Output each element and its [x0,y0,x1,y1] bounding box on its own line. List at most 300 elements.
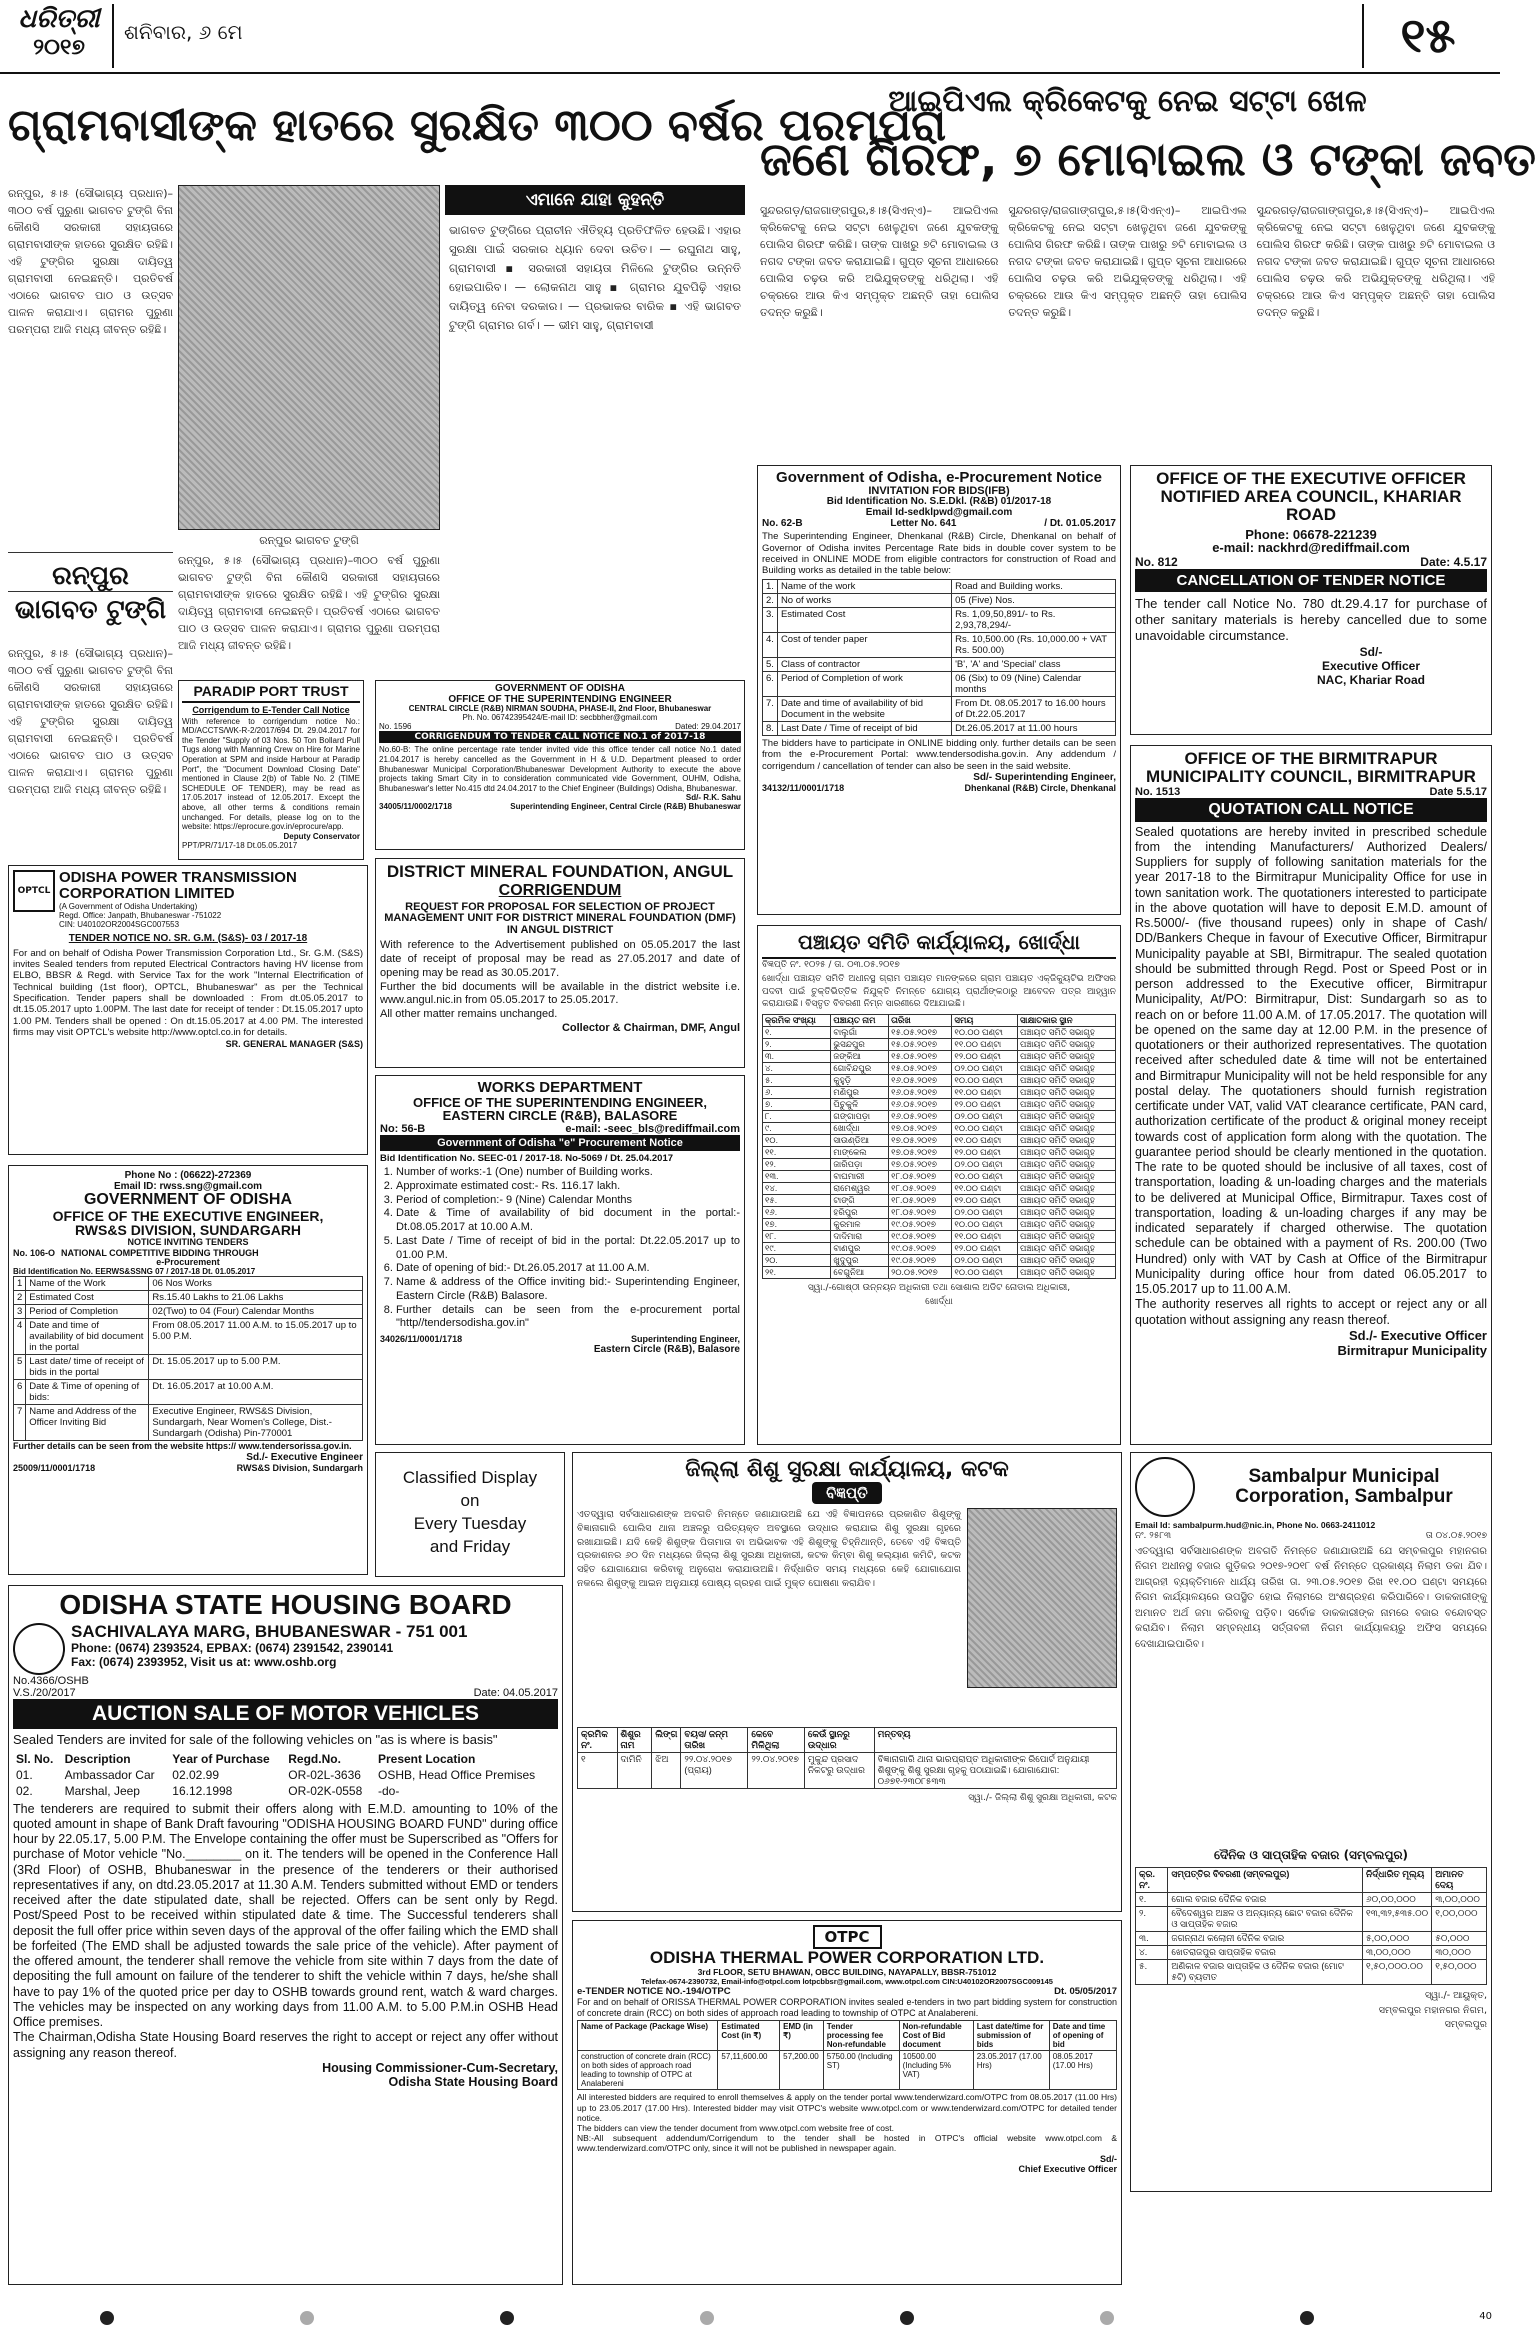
table-cell: ୧୫.୦୫.୨୦୧୭ [889,1062,952,1074]
table-cell: ବୈଦେଶ୍ୱର ଅଞ୍ଚଳ ଓ ଅନ୍ୟାନ୍ୟ ଛୋଟ ବଜାର ଦୈନିକ ଓ ସାପ୍ତାହିକ ବଜାର [1168,1906,1363,1931]
table-cell: ୯. [763,1122,831,1134]
kh-title2: NOTIFIED AREA COUNCIL, KHARIAR ROAD [1160,486,1462,524]
table-cell: 3. [763,607,778,632]
table-cell: ଝିଅ [652,1753,681,1789]
table-cell: Marshal, Jeep [64,1783,140,1798]
table-cell: Name of the Work [26,1277,149,1291]
table-row [763,1266,1116,1278]
table-cell: Class of contractor [777,657,951,671]
table-cell: Period of Completion of work [777,671,951,696]
list-item: 6. Date of opening of bid:- Dt.26.05.2017 at 11.00 A.M. [396,1262,740,1276]
table-cell: ପଞ୍ଚାୟତ ନାମ [831,1014,889,1026]
bl-title3: EASTERN CIRCLE (R&B), BALASORE [442,1108,678,1124]
table-cell: ୧୮.୦୫.୨୦୧୭ [889,1182,952,1194]
dk-sig: Sd/- Superintending Engineer, [973,772,1116,784]
table-cell: 1. [763,579,778,593]
table-cell: Present Location [377,1751,476,1766]
table-cell: ୨୧. [763,1266,831,1278]
table-cell: No of works [777,593,951,607]
table-cell: ବାଲୁଗାଁ [831,1026,889,1038]
table-cell: ଦାମିନି [617,1753,652,1789]
otpc-title: ODISHA THERMAL POWER CORPORATION LTD. [649,1948,1045,1967]
table-cell: ପଞ୍ଚାୟତ ସମିତି ସଭାଗୃହ [1018,1242,1116,1254]
table-cell: ବୟସ/ ଜନ୍ମ ତାରିଖ [681,1728,748,1753]
table-row [763,1110,1116,1122]
oshb-no: No.4366/OSHB [13,1675,89,1688]
rw-phone: Phone No : (06622)-272369 [124,1170,252,1181]
optcl-sub1: (A Government of Odisha Undertaking) [59,901,198,911]
rw-title3: RWS&S DIVISION, SUNDARGARH [74,1222,302,1239]
table-cell: ଟାଙ୍ଗି [831,1194,889,1206]
table-row [763,671,1116,696]
table-cell: ମୁକୁନ୍ଦ ପ୍ରସାଦ ନିକଟରୁ ଉଦ୍ଧାର [804,1753,874,1789]
table-cell: ୧ [578,1753,618,1789]
lead-body-3: ରନ୍‌ପୁର, ୫।୫ (ସୌଭାଗ୍ୟ ପ୍ରଧାନ)–୩୦୦ ବର୍ଷ ପୁରୁଣା ଭାଗବତ ଟୁଙ୍ଗି ବିନା କୌଣସି ସରକାରୀ ସହାୟତାରେ ଗ୍ରାମବାସୀଙ୍କ ହାତରେ ସୁରକ୍ଷିତ ରହିଛି। ଏହି ଟୁଙ୍ଗିର ସୁରକ୍ଷା ଦାୟିତ୍ୱ ଗ୍ରାମବାସୀ ନେଇଛନ୍ତି। ପ୍ରତିବର୍ଷ ଏଠାରେ ଭାଗବତ ପାଠ ଓ ଉତ୍ସବ ପାଳନ କରାଯାଏ। ଗ୍ରାମର ପୁରୁଣା ପରମ୍ପରା ଆଜି ମଧ୍ୟ ଜୀବନ୍ତ ରହିଛି। [8,647,173,797]
list-item: 5. Last Date / Time of receipt of bid in the portal: Dt.22.05.2017 up to 01.00 P.M. [396,1235,740,1263]
rw-sig2: RWS&S Division, Sundargarh [236,1463,363,1474]
table-cell: ୧୯.୦୫.୨୦୧୭ [889,1242,952,1254]
table-row [578,1753,1117,1789]
bm-sig2: Birmitrapur Municipality [1337,1342,1487,1358]
table-cell: ୧୬.୦୫.୨୦୧୭ [889,1074,952,1086]
rw-title2: OFFICE OF THE EXECUTIVE ENGINEER, [52,1207,324,1224]
quotes-title: ଏମାନେ ଯାହା କୁହନ୍ତି [445,185,745,215]
masthead [6,4,114,68]
paradip-sub: Corrigendum to E-Tender Call Notice [192,704,350,715]
table-cell: ପଞ୍ଚାୟତ ସମିତି ସଭାଗୃହ [1018,1182,1116,1194]
dk-dt: / Dt. 01.05.2017 [1044,518,1116,530]
table-cell: ୧୭.୦୫.୨୦୧୭ [889,1158,952,1170]
table-cell: ୨୦. [763,1254,831,1266]
dmf-body2: Further the bid documents will be available in the district website i.e. www.angul.nic.in from 05.05.2017 to 25.05.2017. [380,980,740,1007]
khariar-ad [1130,465,1492,735]
table-cell: From Dt. 08.05.2017 to 16.00 hours of Dt.22.05.2017 [952,696,1116,721]
oshb-title: ODISHA STATE HOUSING BOARD [59,1589,512,1620]
ipl-headline: ଜଣେ ଗିରଫ, ୭ ମୋବାଇଲ ଓ ଟଙ୍କା ଜବତ [760,132,1536,186]
table-row [1136,1892,1487,1906]
table-cell: Rs. 1,09,50,891/- to Rs. 2,93,78,294/- [952,607,1116,632]
table-cell: ୭. [763,1098,831,1110]
dk-ref: 34132/11/0001/1718 [762,783,845,794]
table-cell: OR-02K-0558 [288,1783,363,1798]
table-cell: ୧୧.୦୦ ଘଣ୍ଟା [952,1134,1018,1146]
optcl-sub2: Regd. Office: Janpath, Bhubaneswar -751022 [59,910,222,920]
table-cell: ୨. [763,1038,831,1050]
table-cell: ୫. [1136,1959,1168,1984]
table-cell: ୧୭.୦୫.୨୦୧୭ [889,1122,952,1134]
table-cell: 5 [14,1355,26,1380]
dmf-title: DISTRICT MINERAL FOUNDATION, ANGUL [386,862,734,881]
bm-dt: Date 5.5.17 [1429,785,1487,798]
table-row [14,1277,363,1291]
table-cell: ୧୨.୦୦ ଘଣ୍ଟା [952,1050,1018,1062]
table-row [13,1767,558,1783]
table-cell: ପଞ୍ଚାୟତ ସମିତି ସଭାଗୃହ [1018,1230,1116,1242]
table-cell: ପଞ୍ଚାୟତ ସମିତି ସଭାଗୃହ [1018,1170,1116,1182]
sambalpur-ad [1130,1452,1492,2192]
table-row [1136,1867,1487,1892]
table-row [14,1305,363,1319]
table-cell: ୧୧.୦୦ ଘଣ୍ଟା [952,1086,1018,1098]
table-cell: ୧. [1136,1892,1168,1906]
table-cell: ପଞ୍ଚାୟତ ସମିତି ସଭାଗୃହ [1018,1038,1116,1050]
table-cell: ଖୁଦୁପୁର [831,1254,889,1266]
table-cell: ପଞ୍ଚାୟତ ସମିତି ସଭାଗୃହ [1018,1206,1116,1218]
table-cell: ୩. [763,1050,831,1062]
oshb-body2: The Chairman,Odisha State Housing Board reserves the right to accept or reject any offer without assigning any reason thereof. [13,2030,558,2060]
list-item: 3. Period of completion:- 9 (Nine) Calendar Months [396,1194,740,1208]
optcl-body: For and on behalf of Odisha Power Transmission Corporation Ltd., Sr. G.M. (S&S) invites Sealed tenders from reputed Electrical Contractors having HV license from ELBO, BBSR & Regd. with Service Tax for the work "Internal Electrification of Technical building (1st floor), OPTCL, Bhubaneswar" as per the Technical Specification. Tender papers shall be downloaded : From dt.05.05.2017 to dt.15.05.2017 upto 1.00PM. The last date for receipt of tender : Dt.15.05.2017 upto 1.00 PM. Tenders shall be opened : On dt.15.05.2017 at 4.00 PM. The interested firms may visit OPTCL's website http://www.optcl.co.in for details. [13,947,363,1039]
dmf-body1: With reference to the Advertisement published on 05.05.2017 the last date of receipt of proposal may be read as 27.05.2017 and date of opening may be read as 30.05.2017. [380,939,740,979]
table-cell: ପଞ୍ଚାୟତ ସମିତି ସଭାଗୃହ [1018,1122,1116,1134]
table-cell: ଅମାନତ ଦେୟ [1432,1867,1487,1892]
table-cell: ୧୦.୦୦ ଘଣ୍ଟା [952,1074,1018,1086]
table-cell: ୧୯.୦୫.୨୦୧୭ [889,1254,952,1266]
table-cell: Estimated Cost [777,607,951,632]
table-cell: ୧୬.୦୫.୨୦୧୭ [889,1110,952,1122]
table-cell: ଭୁସନ୍ଦପୁର [831,1038,889,1050]
rw-foot: Further details can be seen from the website https:// www.tendersorissa.gov.in. [13,1441,352,1452]
lead-body-2: ରନ୍‌ପୁର, ୫।୫ (ସୌଭାଗ୍ୟ ପ୍ରଧାନ)–୩୦୦ ବର୍ଷ ପୁରୁଣା ଭାଗବତ ଟୁଙ୍ଗି ବିନା କୌଣସି ସରକାରୀ ସହାୟତାରେ ଗ୍ରାମବାସୀଙ୍କ ହାତରେ ସୁରକ୍ଷିତ ରହିଛି। ଏହି ଟୁଙ୍ଗିର ସୁରକ୍ଷା ଦାୟିତ୍ୱ ଗ୍ରାମବାସୀ ନେଇଛନ୍ତି। ପ୍ରତିବର୍ଷ ଏଠାରେ ଭାଗବତ ପାଠ ଓ ଉତ୍ସବ ପାଳନ କରାଯାଏ। ଗ୍ରାମର ପୁରୁଣା ପରମ୍ପରା ଆଜି ମଧ୍ୟ ଜୀବନ୍ତ ରହିଛି। [178,554,440,653]
ipl-kicker: ଆଇପିଏଲ କ୍ରିକେଟକୁ ନେଇ ସଟ୍ଟା ଖେଳ [888,84,1367,119]
table-cell: ୪. [1136,1945,1168,1959]
quotes-text: ଭାଗବତ ଟୁଙ୍ଗିରେ ପ୍ରାଚୀନ ଐତିହ୍ୟ ପ୍ରତିଫଳିତ ହେଉଛି। ଏହାର ସୁରକ୍ଷା ପାଇଁ ସରକାର ଧ୍ୟାନ ଦେବା ଉଚିତ। — ରଘୁନାଥ ସାହୁ, ଗ୍ରାମବାସୀ ▪ ସରକାରୀ ସହାୟତା ମିଳିଲେ ଟୁଙ୍ଗିର ଉନ୍ନତି ହୋଇପାରିବ। — ଲୋକନାଥ ସାହୁ ▪ ଗ୍ରାମର ଯୁବପିଢ଼ି ଏହାର ଦାୟିତ୍ୱ ନେବା ଦରକାର। — ପ୍ରଭାକର ବାରିକ ▪ ଏହି ଭାଗବତ ଟୁଙ୍ଗି ଗ୍ରାମର ଗର୍ବ। — ଭୀମ ସାହୁ, ଗ୍ରାମବାସୀ [449,223,741,332]
oshb-ad [8,1585,563,2285]
table-cell: ନିର୍ଦ୍ଧାରିତ ମୂଲ୍ୟ [1363,1867,1432,1892]
table-row [763,1074,1116,1086]
table-cell: Rs.15.40 Lakhs to 21.06 Lakhs [149,1291,363,1305]
table-cell: ୧୨.୦୦ ଘଣ୍ଟା [952,1098,1018,1110]
table-cell: Cost of tender paper [777,632,951,657]
table-row [1136,1931,1487,1945]
table-cell: Rs. 10,500.00 (Rs. 10,000.00 + VAT Rs. 500.00) [952,632,1116,657]
oshb-table [13,1751,558,1799]
table-cell: From 08.05.2017 11.00 A.M. to 15.05.2017 up to 5.00 P.M. [149,1319,363,1355]
ct-sig: ସ୍ୱା./- ଜିଲ୍ଲା ଶିଶୁ ସୁରକ୍ଷା ଅଧିକାରୀ, କଟକ [968,1793,1117,1803]
dk-sub: INVITATION FOR BIDS(IFB) [868,484,1010,497]
table-cell: ଜଙ୍କିଆ [831,1050,889,1062]
table-cell: Non-refundable Cost of Bid document [899,2021,973,2051]
temple-photo [178,185,440,530]
reg-dot [1100,2311,1114,2325]
ipl-body-col1: ସୁନ୍ଦରଗଡ଼/ରାଜଗାଙ୍ଗପୁର,୫।୫(ସିଏନ୍‌ଏ)– ଆଇପିଏଲ କ୍ରିକେଟକୁ ନେଇ ସଟ୍ଟା ଖେଳୁଥିବା ଜଣେ ଯୁବକଙ୍କୁ ପୋଲିସ ଗିରଫ କରିଛି। ତାଙ୍କ ପାଖରୁ ୭ଟି ମୋବାଇଲ ଓ ନଗଦ ଟଙ୍କା ଜବତ କରାଯାଇଛି। ଗୁପ୍ତ ସୂଚନା ଆଧାରରେ ପୋଲିସ ଚଢ଼ଉ କରି ଅଭିଯୁକ୍ତଙ୍କୁ ଧରିଥିଲା। ଏହି ଚକ୍ରରେ ଆଉ କିଏ ସମ୍ପୃକ୍ତ ଅଛନ୍ତି ତାହା ପୋଲିସ ତଦନ୍ତ କରୁଛି। [760,204,999,320]
table-row [763,1206,1116,1218]
table-cell: ୩,୦୦,୦୦୦ [1363,1945,1432,1959]
cc-sig2: Superintending Engineer, Central Circle (R&B) Bhubaneswar [510,802,741,812]
central-circle-ad [375,680,745,850]
page-header [0,0,1500,74]
table-cell: ଖୋର୍ଦ୍ଧା [831,1122,889,1134]
oshb-fax: Fax: (0674) 2393952, Visit us at: www.oshb.org [71,1655,337,1670]
table-cell: ୧୯.୦୫.୨୦୧୭ [889,1218,952,1230]
lead-subhead: ରନ୍‌ପୁର ଭାଗବତ ଟୁଙ୍ଗି [14,561,167,625]
ipl-body-col2: ସୁନ୍ଦରଗଡ଼/ରାଜଗାଙ୍ଗପୁର,୫।୫(ସିଏନ୍‌ଏ)– ଆଇପିଏଲ କ୍ରିକେଟକୁ ନେଇ ସଟ୍ଟା ଖେଳୁଥିବା ଜଣେ ଯୁବକଙ୍କୁ ପୋଲିସ ଗିରଫ କରିଛି। ତାଙ୍କ ପାଖରୁ ୭ଟି ମୋବାଇଲ ଓ ନଗଦ ଟଙ୍କା ଜବତ କରାଯାଇଛି। ଗୁପ୍ତ ସୂଚନା ଆଧାରରେ ପୋଲିସ ଚଢ଼ଉ କରି ଅଭିଯୁକ୍ତଙ୍କୁ ଧରିଥିଲା। ଏହି ଚକ୍ରରେ ଆଉ କିଏ ସମ୍ପୃକ୍ତ ଅଛନ୍ତି ତାହା ପୋଲିସ ତଦନ୍ତ କରୁଛି। [1008,204,1247,320]
table-cell: Tender processing fee Non-refundable [823,2021,899,2051]
dk-no: No. 62-B [762,518,803,530]
optcl-title2: CORPORATION LIMITED [59,884,235,902]
oshb-sig1: Housing Commissioner-Cum-Secretary, [322,2060,558,2075]
reg-dot [1300,2311,1314,2325]
list-item: 1. Number of works:-1 (One) number of Building works. [396,1166,740,1180]
ct-title: ଜିଲ୍ଲା ଶିଶୁ ସୁରକ୍ଷା କାର୍ଯ୍ୟାଳୟ, କଟକ [685,1457,1009,1482]
masthead-name: ଧରିତ୍ରୀ [18,4,100,34]
table-cell: 6. [763,671,778,696]
smc-body: ଏତଦ୍ୱାରା ସର୍ବସାଧାରଣଙ୍କ ଅବଗତି ନିମନ୍ତେ ଜଣାଯାଉଅଛି ଯେ ସମ୍ବଲପୁର ମହାନଗର ନିଗମ ଅଧୀନସ୍ଥ ବଜାର ଗୁଡ଼ିକର ୨୦୧୭-୨୦୧୮ ବର୍ଷ ନିମନ୍ତେ ପ୍ରକାଶ୍ୟ ନିଲାମ ଡକା ଯିବ। ଆଗ୍ରହୀ ବ୍ୟକ୍ତିମାନେ ଧାର୍ଯ୍ୟ ତାରିଖ ତା. ୨୩.୦୫.୨୦୧୭ ରିଖ ୧୧.୦୦ ଘଣ୍ଟା ସମୟରେ ନିଗମ କାର୍ଯ୍ୟାଳୟରେ ଉପସ୍ଥିତ ହୋଇ ନିଲାମରେ ଅଂଶଗ୍ରହଣ କରିପାରିବେ। ଡାକକାରୀଙ୍କୁ ଅମାନତ ଅର୍ଥ ଜମା କରିବାକୁ ପଡ଼ିବ। ସର୍ବୋଚ୍ଚ ଡାକକାରୀଙ୍କ ନାମରେ ବଜାର ବନ୍ଦୋବସ୍ତ କରାଯିବ। ନିଲାମ ସମ୍ବନ୍ଧୀୟ ସର୍ତ୍ତାବଳୀ ନିଗମ କାର୍ଯ୍ୟାଳୟରୁ ଅଫିସ ସମୟରେ ଦେଖାଯାଇପାରିବ। [1135,1545,1487,1650]
table-row [763,1014,1116,1026]
ct-sub: ବିଜ୍ଞପ୍ତି [812,1482,882,1504]
rwss-ad [8,1165,368,1575]
smc-bar: ଦୈନିକ ଓ ସାପ୍ତାହିକ ବଜାର (ସମ୍ବଲପୁର) [1213,1847,1409,1862]
table-cell: ୦୨.୦୦ ଘଣ୍ଟା [952,1158,1018,1170]
kh-sig3: NAC, Khariar Road [1316,672,1426,687]
table-cell: ୧. [763,1026,831,1038]
table-row [763,1050,1116,1062]
table-cell: ୧,୫୦,୦୦୦ [1432,1959,1487,1984]
table-cell: ମଣିପୁର [831,1086,889,1098]
table-cell: 57,11,600.00 [718,2051,780,2090]
table-cell: 02(Two) to 04 (Four) Calendar Months [149,1305,363,1319]
table-row [763,1086,1116,1098]
table-cell: Dt. 15.05.2017 up to 5.00 P.M. [149,1355,363,1380]
table-cell: Road and Building works. [952,579,1116,593]
bl-bar: Government of Odisha "e" Procurement Notice [380,1135,740,1151]
kd-table [762,1014,1116,1279]
reg-dot [700,2311,714,2325]
table-cell: Date and time of availability of bid Document in the website [777,696,951,721]
smc-sig1: ସ୍ୱା./- ଆୟୁକ୍ତ, [1424,1989,1487,2001]
bm-no: No. 1513 [1135,785,1181,798]
oshb-bar: AUCTION SALE OF MOTOR VEHICLES [13,1699,558,1729]
table-row [763,1254,1116,1266]
otpc-foot2: The bidders can view the tender document from www.otpcl.com website free of cost. [577,2123,895,2133]
table-cell: ପଞ୍ଚାୟତ ସମିତି ସଭାଗୃହ [1018,1146,1116,1158]
table-cell: ୧୮.୦୫.୨୦୧୭ [889,1206,952,1218]
table-cell: ୧୫. [763,1194,831,1206]
bm-sig1: Sd./- Executive Officer [1349,1327,1487,1343]
optcl-title1: ODISHA POWER TRANSMISSION [59,869,297,886]
dk-foot: The bidders have to participate in ONLINE bidding only. further details can be seen from the e-Procurement Portal: www.tendersodisha.gov.in. Any addendum / corrigendum / cancellation of tender can also be seen in the said website. [762,737,1116,772]
kh-sig1: Sd/- [1359,644,1383,659]
kh-bar: CANCELLATION OF TENDER NOTICE [1135,569,1487,592]
dk-title: Government of Odisha, e-Procurement Notice [776,469,1102,486]
table-cell: ୧୪. [763,1182,831,1194]
dk-sig2: Dhenkanal (R&B) Circle, Dhenkanal [964,783,1116,794]
table-cell: ୧୧.୦୦ ଘଣ୍ଟା [952,1038,1018,1050]
table-cell: Date and time of opening of bid [1049,2021,1116,2051]
table-row [14,1405,363,1441]
otpc-no: e-TENDER NOTICE NO.-194/OTPC [577,1985,731,1997]
oshb-phone: Phone: (0674) 2393524, EPBAX: (0674) 2391542, 2390141 [71,1641,394,1656]
table-cell: ୨୦.୦୫.୨୦୧୭ [889,1266,952,1278]
rw-bid: Bid Identification No. EERWS&SSNG 07 / 2017-18 Dt. 01.05.2017 [13,1267,256,1277]
table-cell: Period of Completion [26,1305,149,1319]
dk-intro: The Superintending Engineer, Dhenkanal (R&B) Circle, Dhenkanal on behalf of Governor of Odisha invites Percentage Rate bids in double cover system to be received in ONLINE MODE from eligible contractors for construction of Road and Building works as detailed in the table below: [762,531,1116,577]
cc-title2: OFFICE OF THE SUPERINTENDING ENGINEER [448,693,672,705]
table-cell: କେଉଁ ସ୍ଥାନରୁ ଉଦ୍ଧାର [804,1728,874,1753]
table-cell: -do- [377,1783,400,1798]
registration-marks [0,2309,1500,2329]
table-cell: ତାରିଖ [889,1014,952,1026]
table-cell: ୧୨.୦୦ ଘଣ୍ଟା [952,1146,1018,1158]
table-cell: 5. [763,657,778,671]
table-cell: ଜାରିପଡ଼ା [831,1158,889,1170]
bm-body: Sealed quotations are hereby invited in prescribed schedule from the intending Manufacturers/ Authorized Dealers/ Suppliers for supply of following sanitation materials for the year 2017-18 to the Birmitrapur Municipality Office for use in town sanitation work. The quotationers interested to participate in the above quotation will have to deposit E.M.D. amount of Rs.5000/- (five thousand rupees) only in shape of Cash/ DD/Bankers Cheque in favour of Executive Officer, Birmitrapur Municipality payable at SBI, Birmitrapur. The sealed quotation should be submitted through Regd. Post or Speed Post or in person addressed to the Executive officer, Birmitrapur Municipality, At/PO: Birmitrapur, Dist: Sundargarh so as to reach on or before 11.00 A.M. of 17.05.2017. The quotation will be opened on the same day at 12.00 P.M. in the presence of quotationers or their authorized representatives. The quotation received after scheduled date & time will not be entertained and Birmitrapur Municipality will not be held responsible for any postal delay. The quotationers should furnish registration certificate under VAT, valid VAT clearance certificate, PAN card, authorization certificate of the product & original money receipt towards cost of application form along with the quotation. The guarantee period should be clearly mentioned in the quotation. The rate to be quoted should be inclusive of all taxes, cost of transportation, loading & un-loading charges and the materials to be delivered at Municipal Office, Birmitrapur. Taxes cost of transportation, loading & un-loading charges if any may be indicated separately if charged otherwise. The quotation schedule can be obtained with a payment of Rs. 200.00 (Two Hundred) only with VAT by Cash at Office of the Birmitrapur Municipality during office hour from dated 06.05.2017 to 15.05.2017 up to 11.00 A.M. [1135,824,1487,1297]
dmf-sig: Collector & Chairman, DMF, Angul [561,1021,740,1034]
oshb-addr: SACHIVALAYA MARG, BHUBANESWAR - 751 001 [71,1622,468,1642]
kh-no: No. 812 [1135,554,1178,569]
cc-body: No.60-B: The online percentage rate tender invited vide this office tender call notice No.1 dated 21.04.2017 is hereby cancelled as the Government in H & U.D. Department pleased to order Bhubaneswar Municipal Corporation/Bhubaneswar Development Authority to execute the above projects taking Smart City in to consideration communicated vide Government, OUHM, Odisha, Bhubaneswar's letter No.415 dtd 24.04.2017 to the Chief Engineer (Buildings) Odisha, Bhubaneswar. [379,745,741,793]
kd-body: ଖୋର୍ଦ୍ଧା ପଞ୍ଚାୟତ ସମିତି ଅଧୀନସ୍ଥ ଗ୍ରାମ ପଞ୍ଚାୟତ ମାନଙ୍କରେ ଗ୍ରାମ ପଞ୍ଚାୟତ ଏକ୍‌ଜିକ୍ୟୁଟିଭ ଅଫିସର ପଦବୀ ପାଇଁ ଚୁକ୍ତିଭିତ୍ତିକ ନିଯୁକ୍ତି ନିମନ୍ତେ ଯୋଗ୍ୟ ପ୍ରାର୍ଥୀଙ୍କଠାରୁ ଆବେଦନ ପତ୍ର ଆହ୍ୱାନ କରାଯାଉଛି। ବିସ୍ତୃତ ବିବରଣୀ ନିମ୍ନ ସାରଣୀରେ ଦିଆଯାଇଛି। [762,973,1116,1010]
cl-line3: Every Tuesday [413,1513,527,1533]
table-cell: 08.05.2017 (17.00 Hrs) [1049,2051,1116,2090]
table-row [1136,1906,1487,1931]
table-row [1136,1945,1487,1959]
table-cell: Last date/ time of receipt of bids in the portal [26,1355,149,1380]
table-cell: କୁରମାଳ [831,1218,889,1230]
reg-dot [500,2311,514,2325]
dhenkanal-eproc-ad [757,465,1121,915]
table-cell: ୧୧.୦୦ ଘଣ୍ଟା [952,1230,1018,1242]
table-row [14,1291,363,1305]
table-row [13,1783,558,1799]
table-cell: ୨୨.୦୪.୨୦୧୭ (ପ୍ରାୟ) [681,1753,748,1789]
table-row [763,1122,1116,1134]
ct-body: ଏତଦ୍ୱାରା ସର୍ବସାଧାରଣଙ୍କ ଅବଗତି ନିମନ୍ତେ ଜଣାଯାଉଅଛି ଯେ ଏହି ବିଜ୍ଞାପନରେ ପ୍ରକାଶିତ ଶିଶୁଙ୍କୁ ବିଜ୍ଞାନାଗାରି ପୋଲିସ ଥାନା ଅଞ୍ଚଳରୁ ପରିତ୍ୟକ୍ତ ଅବସ୍ଥାରେ ଉଦ୍ଧାର କରାଯାଇ ଶିଶୁ ସୁରକ୍ଷା ଗୃହରେ ରଖାଯାଇଛି। ଯଦି କେହି ଶିଶୁଙ୍କ ପିତାମାତା ବା ଅଭିଭାବକ ଏହି ଶିଶୁଙ୍କୁ ଚିହ୍ନିଥାନ୍ତି, ତେବେ ଏହି ବିଜ୍ଞପ୍ତି ପ୍ରକାଶନର ୬୦ ଦିନ ମଧ୍ୟରେ ଜିଲ୍ଲା ଶିଶୁ ସୁରକ୍ଷା ଅଧିକାରୀ, କଟକ କିମ୍ବା ଶିଶୁ କଲ୍ୟାଣ କମିଟି, କଟକ ସହିତ ଯୋଗାଯୋଗ କରିବାକୁ ଅନୁରୋଧ କରାଯାଉଅଛି। ନିର୍ଦ୍ଧାରିତ ସମୟ ମଧ୍ୟରେ କେହି ଯୋଗାଯୋଗ ନକଲେ ଶିଶୁଙ୍କୁ ଆଇନ ଅନୁଯାୟୀ ପୋଷ୍ୟ ଗ୍ରହଣ ପାଇଁ ମୁକ୍ତ ଘୋଷଣା କରାଯିବ। [577,1509,961,1589]
table-cell: ୪. [763,1062,831,1074]
cl-line4: and Friday [429,1536,511,1556]
table-cell: ୧୨. [763,1158,831,1170]
ct-table [577,1727,1117,1789]
table-cell: 02.02.99 [172,1767,220,1782]
table-row [763,1062,1116,1074]
list-item: 7. Name & address of the Office inviting bid:- Superintending Engineer, Eastern Circle (R&B) Balasore. [396,1276,740,1304]
table-cell: 57,200.00 [780,2051,824,2090]
issue-date: ଶନିବାର, ୬ ମେ [124,20,243,44]
bm-bar: QUOTATION CALL NOTICE [1135,798,1487,822]
table-cell: 02. [16,1783,33,1798]
cl-line1: Classified Display [402,1468,538,1487]
table-cell: Executive Engineer, RWS&S Division, Sundargarh, Near Women's College, Dist.- Sundargarh (Odisha) Pin-770001 [149,1405,363,1441]
table-cell: 7. [763,696,778,721]
smc-table [1135,1867,1487,1985]
table-cell: ୧୭. [763,1218,831,1230]
kh-phone: Phone: 06678-221239 [1245,526,1377,542]
table-cell: 05 (Five) Nos. [952,593,1116,607]
table-row [763,1182,1116,1194]
rw-table [13,1276,363,1441]
table-cell: 5750.00 (Including ST) [823,2051,899,2090]
table-cell: କ୍ରମିକ ସଂଖ୍ୟା [763,1014,831,1026]
list-item: 2. Approximate estimated cost:- Rs. 116.17 lakh. [396,1180,740,1194]
table-cell: ଗଙ୍ଗାପଡ଼ା [831,1110,889,1122]
table-cell: ହରିପୁର [831,1206,889,1218]
kh-title1: OFFICE OF THE EXECUTIVE OFFICER [1156,469,1466,488]
table-cell: Last date/time for submission of bids [973,2021,1049,2051]
table-cell: Estimated Cost [26,1291,149,1305]
table-cell: ୧୭.୦୫.୨୦୧୭ [889,1134,952,1146]
dk-bid: Bid Identification No. S.E.Dkl. (R&B) 01/2017-18 [826,496,1052,508]
oshb-intro: Sealed Tenders are invited for sale of the following vehicles on "as is where is basis" [13,1732,498,1748]
optcl-notice: TENDER NOTICE NO. SR. G.M. (S&S)- 03 / 2017-18 [68,932,308,944]
table-cell: 23.05.2017 (17.00 Hrs) [973,2051,1049,2090]
otpc-contact: Telefax-0674-2390732, Email-info@otpcl.com lotpcbbsr@gmail.com, www.otpcl.com CIN:U40102OR2007SGC009145 [641,1976,1053,1986]
table-row [13,1751,558,1767]
paradip-ref: PPT/PR/71/17-18 Dt.05.05.2017 [182,840,298,850]
table-cell: ୧୬.୦୫.୨୦୧୭ [889,1098,952,1110]
otpc-ad [572,1920,1122,2285]
dk-table [762,579,1116,736]
dmf-angul-ad [375,858,745,1068]
table-row [578,2051,1117,2090]
table-cell: ୧୦.୦୦ ଘଣ୍ଟା [952,1026,1018,1038]
rw-sub1: NOTICE INVITING TENDERS [127,1237,249,1248]
oshb-body: The tenderers are required to submit their offers along with E.M.D. amounting to 10% of the quoted amount in shape of Bank Draft favouring "ODISHA HOUSING BOARD FUND" during office hour by 22.05.17, 5.00 P.M. The Envelope containing the offer must be Superscribed as "Offers for purchase of Motor vehicle "No.________ on it. The tenders will be opened in the Conference Hall (3Rd Floor) of OSHB, Bhubaneswar in the presence of the tenderers or their authorised representatives if any, on dtd.23.05.2017 at 11.30 A.M. Tenders submitted without EMD or tenders received after the date stipulated date, shall be rejected. Offers can be sent only by Regd. Post/Speed Post to be received within stipulated date & time. The Successful tenderers shall deposit the full offer price within seven days of the approval of the offer failing which the EMD shall be forfeited (The EMD shall be adjusted towards the sale price of the vehicle). After payment of the offered amount, the tenderer shall remove the vehicle from site within 7 days from the date of depositing the full amount on failure of the tenderer to shift the vehicle within 7 days, he/she shall have to pay 1% of the quoted price per day to OSHB towards ground rent, watch & ward charges. The vehicles may be inspected on any working days from 11.00 A.M. to 5.00 P.M.in OSHB Head Office premises. [13,1801,558,2030]
table-cell: ସାଉଣ୍ଡିଆ [831,1134,889,1146]
table-row [14,1319,363,1355]
khordha-ad [757,925,1121,1445]
table-cell: Sl. No. [16,1751,54,1766]
table-cell: ୧୧. [763,1146,831,1158]
kh-sig2: Executive Officer [1321,658,1421,673]
rw-ref: 25009/11/0001/1718 [13,1463,96,1474]
cc-ref: 34005/11/0002/1718 [379,802,452,812]
otpc-foot3: NB:-All subsequent addendum/Corrigendum to the tender shall be hosted in OTPC's official website www.otpcl.com & www.tenderwizard.com/OTPC only, since it will not be published in newspaper again. [577,2133,1117,2154]
otpc-intro: For and on behalf of ORISSA THERMAL POWER CORPORATION invites sealed e-tenders in two part bidding system for construction of concrete drain (RCC) on both sides of approach road leading to township of OTPC at Analabereni. [577,1996,1117,2018]
table-cell: 4 [14,1319,26,1355]
table-cell: ପଞ୍ଚାୟତ ସମିତି ସଭାଗୃହ [1018,1158,1116,1170]
table-cell: Name of Package (Package Wise) [578,2021,718,2051]
quotes-box [445,185,745,595]
bl-email: e-mail: -seec_bls@rediffmail.com [565,1123,740,1136]
table-cell: ଅଣିକାଳ ବଜାର ସାପ୍ତାହିକ ଓ ଦୈନିକ ବଜାର (ମୋଟ ୫ଟି) ବ୍ୟତୀତ [1168,1959,1363,1984]
lead-headline-box [8,80,947,180]
table-cell: ୧୬. [763,1206,831,1218]
table-cell: ୧୯. [763,1242,831,1254]
table-cell: ସମ୍ପତ୍ତିର ବିବରଣୀ (ସମ୍ବଲପୁର) [1168,1867,1363,1892]
smc-title1: Sambalpur Municipal [1248,1466,1440,1488]
bm-title2: MUNICIPALITY COUNCIL, BIRMITRAPUR [1146,766,1476,786]
table-cell: ଶିଶୁର ନାମ [617,1728,652,1753]
table-cell: ୧୫.୦୫.୨୦୧୭ [889,1026,952,1038]
table-cell: ୧୧.୦୦ ଘଣ୍ଟା [952,1182,1018,1194]
table-cell: 06 Nos Works [149,1277,363,1291]
bm-body2: The authority reserves all rights to accept or reject any or all quotation without assigning any reasn thereof. [1135,1297,1487,1327]
table-row [763,1170,1116,1182]
table-cell: OR-02L-3636 [288,1767,361,1782]
table-cell: Dt. 16.05.2017 at 10.00 A.M. [149,1380,363,1405]
table-cell: ମନ୍ତବ୍ୟ [874,1728,1116,1753]
lead-body: ରନ୍‌ପୁର, ୫।୫ (ସୌଭାଗ୍ୟ ପ୍ରଧାନ)–୩୦୦ ବର୍ଷ ପୁରୁଣା ଭାଗବତ ଟୁଙ୍ଗି ବିନା କୌଣସି ସରକାରୀ ସହାୟତାରେ ଗ୍ରାମବାସୀଙ୍କ ହାତରେ ସୁରକ୍ଷିତ ରହିଛି। ଏହି ଟୁଙ୍ଗିର ସୁରକ୍ଷା ଦାୟିତ୍ୱ ଗ୍ରାମବାସୀ ନେଇଛନ୍ତି। ପ୍ରତିବର୍ଷ ଏଠାରେ ଭାଗବତ ପାଠ ଓ ଉତ୍ସବ ପାଳନ କରାଯାଏ। ଗ୍ରାମର ପୁରୁଣା ପରମ୍ପରା ଆଜି ମଧ୍ୟ ଜୀବନ୍ତ ରହିଛି। [8,187,173,337]
table-cell: ୦୨.୦୦ ଘଣ୍ଟା [952,1110,1018,1122]
dmf-body3: All other matter remains unchanged. [380,1008,558,1021]
table-cell: 1 [14,1277,26,1291]
table-cell: ୨. [1136,1906,1168,1931]
dk-letter: Letter No. 641 [890,518,957,530]
table-cell: ୧୦.୦୦ ଘଣ୍ଟା [952,1266,1018,1278]
optcl-logo: OPTCL [13,870,55,912]
table-row [763,607,1116,632]
table-cell: Last Date / Time of receipt of bid [777,721,951,735]
table-cell: ୧୯.୦୫.୨୦୧୭ [889,1230,952,1242]
table-cell: ୩୦,୦୦୦ [1432,1945,1487,1959]
otpc-dt: Dt. 05/05/2017 [1054,1985,1117,1997]
table-cell: ପଞ୍ଚାୟତ ସମିତି ସଭାଗୃହ [1018,1218,1116,1230]
table-row [763,1158,1116,1170]
table-cell: Regd.No. [288,1751,341,1766]
table-row [763,1218,1116,1230]
table-cell: ୦୨.୦୦ ଘଣ୍ଟା [952,1062,1018,1074]
table-row [763,1134,1116,1146]
